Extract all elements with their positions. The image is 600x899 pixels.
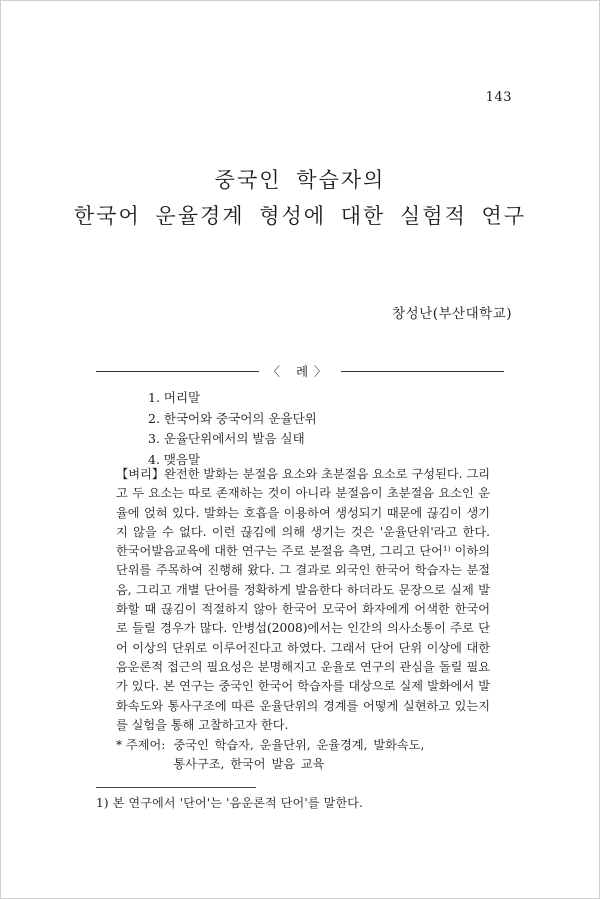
footnote: 1) 본 연구에서 '단어'는 '음운론적 단어'를 말한다. <box>96 796 364 810</box>
abstract-text-part-2: 이하의 단위를 주목하여 진행해 왔다. 그 결과로 외국인 한국어 학습자는 분절음, 그리고 개별 단어를 정확하게 발음한다 하더라도 문장으로 실제 발화할 때 끊김이 적절하지 않아 한국어 모국어 화자에게 어색한 한국어로 들릴 경우가 많다. 안병섭(2008)에서는 인간의 의사소통이 주로 단어 이상의 단위로 이루어진다고 하였다. 그래서 단어 단위 이상에 대한 음운론적 접근의 필요성은 분명해지고 운율로 연구의 관심을 돌릴 필요가 있다. 본 연구는 중국인 한국어 학습자를 대상으로 실제 발화에서 발화속도와 통사구조에 따른 운율단위의 경계를 어떻게 실현하고 있는지를 실험을 통해 고찰하고자 한다. <box>116 544 490 732</box>
toc-item: 2. 한국어와 중국어의 운율단위 <box>148 410 317 426</box>
toc-item: 4. 맺음말 <box>148 451 201 467</box>
abstract <box>116 465 490 735</box>
page-number: 143 <box>485 90 512 105</box>
keywords-text: 중국인 학습자, 운율단위, 운율경계, 발화속도, 통사구조, 한국어 발음 교육 <box>173 738 425 772</box>
toc-heading-label: 〈 례〉 <box>267 364 333 379</box>
toc-rule-right <box>341 371 504 372</box>
toc-heading <box>96 362 504 380</box>
keywords <box>116 736 496 775</box>
title-line-2: 한국어 운율경계 형성에 대한 실험적 연구 <box>73 204 527 229</box>
footnote-divider <box>96 787 256 788</box>
abstract-text-part-1: 【벼리】완전한 발화는 분절음 요소와 초분절음 요소로 구성된다. 그리고 두 요소는 따로 존재하는 것이 아니라 분절음이 초분절음 요소인 운율에 얹혀 있다. 발화는 호흡을 이용하여 생성되기 때문에 끊김이 생기지 않을 수 없다. 이런 끊김에 의해 생기는 것은 '운율단위'라고 한다. 한국어발음교육에 대한 연구는 주로 분절음 측면, 그리고 단어 <box>116 467 490 559</box>
author: 창성난(부산대학교) <box>392 306 512 322</box>
toc-rule-left <box>96 371 259 372</box>
keywords-label: * 주제어: <box>116 738 166 752</box>
toc-item: 3. 운율단위에서의 발음 실태 <box>148 431 305 446</box>
footnote-reference[interactable]: 1) <box>442 544 451 554</box>
table-of-contents <box>148 388 317 470</box>
toc-item: 1. 머리말 <box>148 390 201 405</box>
title-line-1: 중국인 학습자의 <box>214 168 386 193</box>
